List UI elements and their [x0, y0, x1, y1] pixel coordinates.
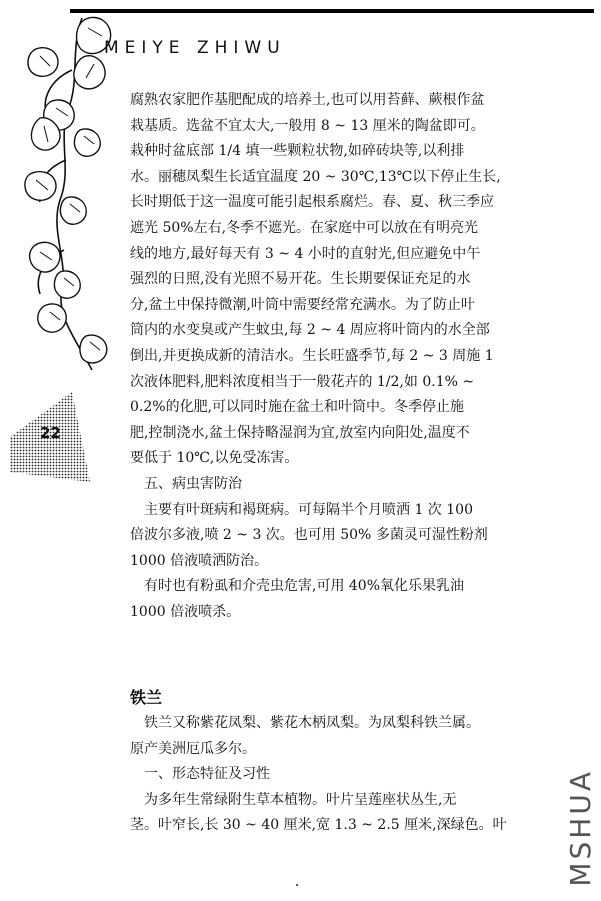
body-line: 倍波尔多液,喷 2 ~ 3 次。也可用 50% 多菌灵可湿性粉剂 — [130, 527, 488, 544]
body-line: 遮光 50%左右,冬季不遮光。在家庭中可以放在有明亮光 — [130, 219, 479, 236]
body-line: 0.2%的化肥,可以同时施在盆土和叶筒中。冬季停止施 — [130, 399, 465, 416]
body-line: 次液体肥料,肥料浓度相当于一般花卉的 1/2,如 0.1% ~ — [130, 373, 475, 390]
body-line: 1000 倍液喷洒防治。 — [130, 552, 269, 569]
body-line: 线的地方,最好每天有 3 ~ 4 小时的直射光,但应避免中午 — [130, 245, 481, 262]
header-rule — [70, 9, 594, 13]
body-line: 水。丽穗凤梨生长适宜温度 20 ~ 30℃,13℃以下停止生长, — [130, 168, 501, 185]
care-section — [130, 88, 560, 625]
body-line: 腐熟农家肥作基肥配成的培养土,也可以用苔藓、蕨根作盆 — [130, 92, 485, 108]
section-heading-morphology: 一、形态特征及习性 — [144, 766, 270, 782]
running-header: MEIYE ZHIWU — [104, 38, 286, 58]
tielan-section — [130, 711, 570, 839]
body-line: 铁兰又称紫花凤梨、紫花木柄凤梨。为凤梨科铁兰属。 — [144, 715, 480, 731]
body-line: 1000 倍液喷杀。 — [130, 603, 241, 620]
body-line: 原产美洲厄瓜多尔。 — [130, 740, 256, 757]
body-line: 栽基质。选盆不宜太大,一般用 8 ~ 13 厘米的陶盆即可。 — [130, 117, 485, 134]
scan-speck — [296, 884, 298, 886]
body-line: 主要有叶斑病和褐斑病。可每隔半个月喷洒 1 次 100 — [144, 501, 473, 518]
body-line: 要低于 10℃,以免受冻害。 — [130, 450, 299, 467]
body-line: 为多年生常绿附生草本植物。叶片呈莲座状丛生,无 — [144, 791, 457, 808]
body-line: 茎。叶窄长,长 30 ~ 40 厘米,宽 1.3 ~ 2.5 厘米,深绿色。叶 — [130, 817, 507, 833]
body-line: 有时也有粉虱和介壳虫危害,可用 40%氧化乐果乳油 — [144, 578, 465, 595]
body-line: 肥,控制浇水,盆土保持略湿润为宜,放室内向阳处,温度不 — [130, 424, 470, 441]
watermark: MSHUA — [564, 769, 597, 887]
body-line: 筒内的水变臭或产生蚊虫,每 2 ~ 4 周应将叶筒内的水全部 — [130, 322, 490, 339]
plant-title: 铁兰 — [130, 688, 163, 707]
body-line: 长时期低于这一温度可能引起根系腐烂。春、夏、秋三季应 — [130, 194, 494, 211]
flowering-vine-illustration — [10, 10, 120, 380]
body-line: 倒出,并更换成新的清洁水。生长旺盛季节,每 2 ~ 3 周施 1 — [130, 347, 494, 364]
body-line: 分,盆土中保持微潮,叶筒中需要经常充满水。为了防止叶 — [130, 296, 475, 313]
body-line: 栽种时盆底部 1/4 填一些颗粒状物,如碎砖块等,以利排 — [130, 143, 465, 160]
page-number: 22 — [40, 424, 61, 442]
section-heading-pests: 五、病虫害防治 — [144, 475, 242, 492]
body-line: 强烈的日照,没有光照不易开花。生长期要保证充足的水 — [130, 271, 471, 288]
